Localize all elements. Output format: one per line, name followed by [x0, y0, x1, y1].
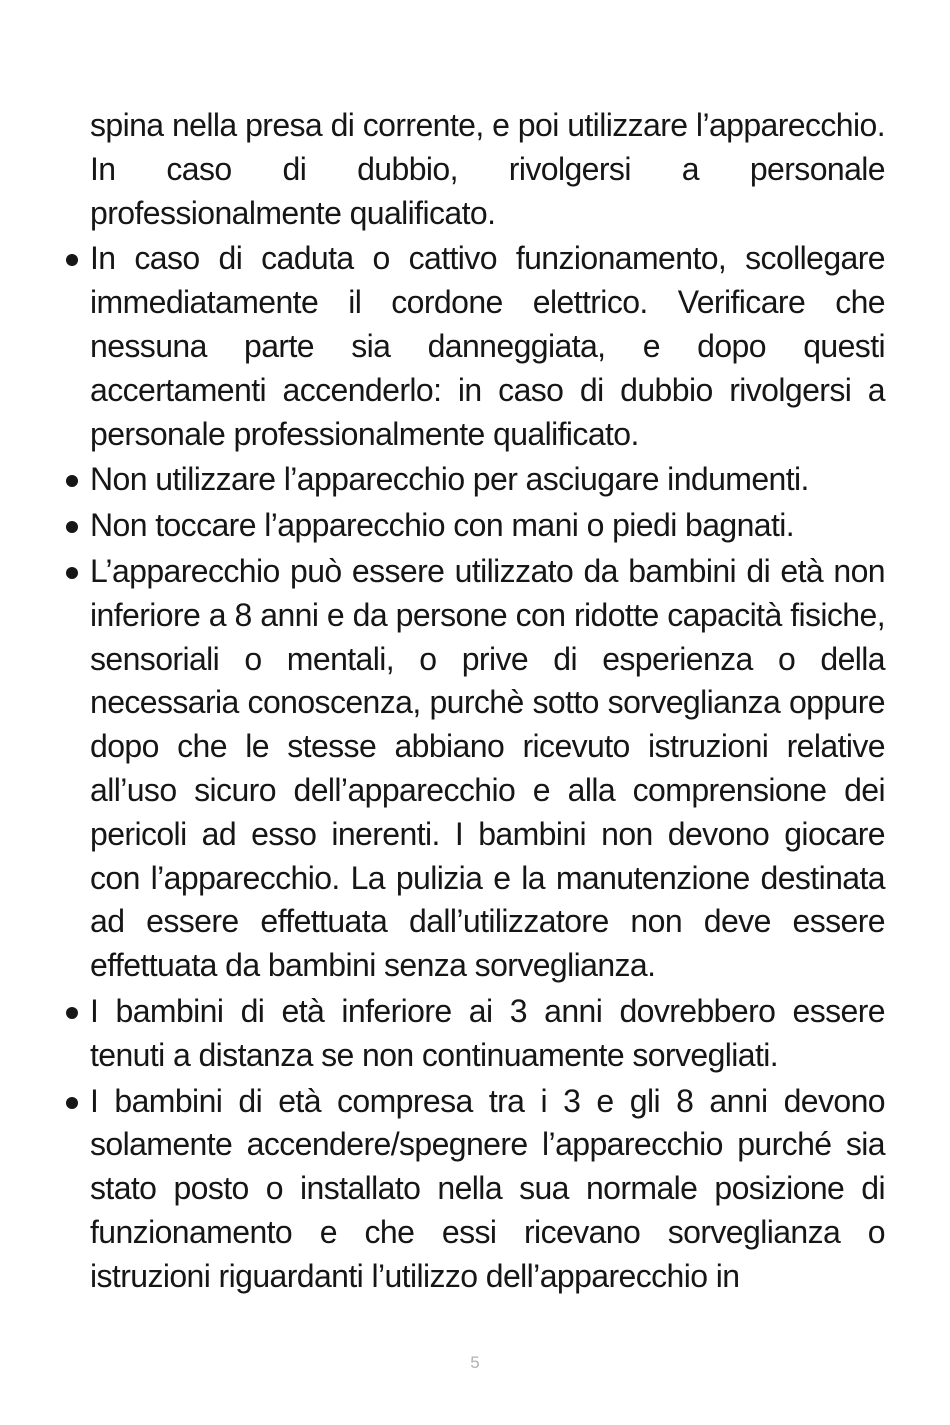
paragraph-text: spina nella presa di corrente, e poi utilizzare l’apparecchio. In caso di dubbio, rivolgersi a personale professionalmente qualificato.	[90, 107, 885, 231]
bullet-text: In caso di caduta o cattivo funzionamento, scollegare immediatamente il cordone elettrico. Verificare che nessuna parte sia danneggiata, e dopo questi accertamenti accenderlo: in caso di dubbio rivolgersi a personale professionalmente qualificato.	[90, 240, 885, 452]
bullet-item	[90, 1080, 885, 1299]
bullet-icon	[66, 254, 78, 266]
bullet-text: I bambini di età compresa tra i 3 e gli 8 anni devono solamente accendere/spegnere l’apparecchio purché sia stato posto o installato nella sua normale posizione di funzionamento e che essi ricevano sorveglianza o istruzioni riguardanti l’utilizzo dell’apparecchio in	[90, 1082, 885, 1294]
bullet-icon	[66, 1097, 78, 1109]
bullet-item	[90, 550, 885, 988]
bullet-item	[90, 504, 885, 548]
page-number: 5	[470, 1353, 480, 1372]
bullet-text: L’apparecchio può essere utilizzato da bambini di età non inferiore a 8 anni e da persone con ridotte capacità fisiche, sensoriali o mentali, o prive di esperienza o della necessaria conoscenza, purchè sotto sorveglianza oppure dopo che le stesse abbiano ricevuto istruzioni relative all’uso sicuro dell’apparecchio e alla comprensione dei pericoli ad esso inerenti. I bambini non devono giocare con l’apparecchio. La pulizia e la manutenzione destinata ad essere effettuata dall’utilizzatore non deve essere effettuata da bambini senza sorveglianza.	[90, 552, 885, 984]
paragraph-continuation	[90, 104, 885, 235]
instructions-text	[90, 104, 885, 1301]
bullet-text: I bambini di età inferiore ai 3 anni dovrebbero essere tenuti a distanza se non continuamente sorvegliati.	[90, 992, 885, 1073]
bullet-item	[90, 237, 885, 456]
bullet-icon	[66, 521, 78, 533]
bullet-item	[90, 990, 885, 1078]
bullet-text: Non toccare l’apparecchio con mani o piedi bagnati.	[90, 507, 795, 544]
bullet-text: Non utilizzare l’apparecchio per asciugare indumenti.	[90, 461, 809, 498]
bullet-item	[90, 458, 885, 502]
bullet-icon	[66, 475, 78, 487]
bullet-icon	[66, 1007, 78, 1019]
bullet-icon	[66, 567, 78, 579]
